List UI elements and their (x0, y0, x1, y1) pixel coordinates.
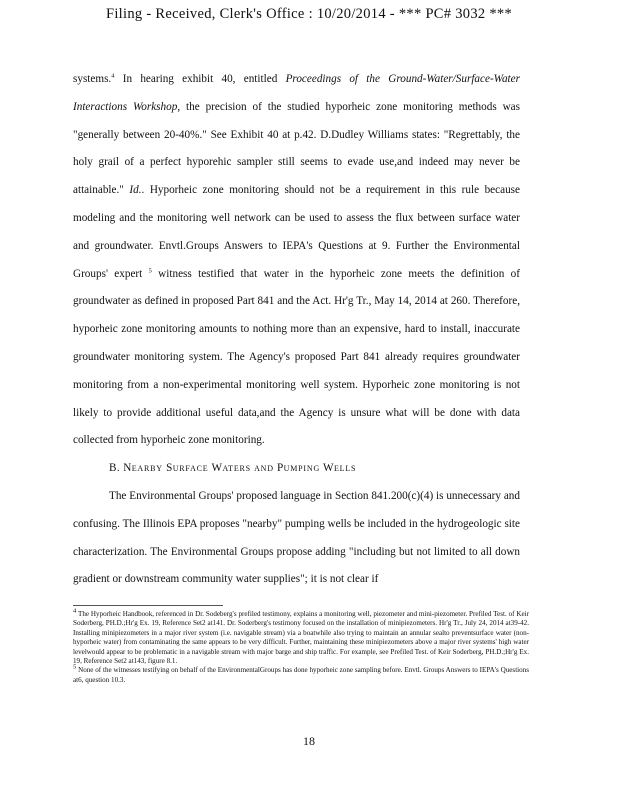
paragraph-hyporheic (73, 66, 520, 455)
footnotes (73, 607, 529, 685)
text-segment: . Hyporheic zone monitoring should not be a requirement in this rule because modeling and the monitoring well network can be used to assess the flux between surface water and groundwater. Envtl.Groups Answers to IEPA's Questions at 9. Further the Environmental Groups' expert (73, 184, 520, 280)
footnote-ref-5[interactable]: 5 (148, 266, 152, 274)
page-number: 18 (303, 734, 315, 748)
footnote-separator (73, 605, 223, 606)
paragraph-nearby-waters: The Environmental Groups' proposed language in Section 841.200(c)(4) is unnecessary and confusing. The Illinois EPA proposes "nearby" pumping wells be included in the hydrogeologic site characterization. The Environmental Groups propose adding "including but not limited to all down gradient or downstream community water supplies"; it is not clear if (73, 489, 520, 586)
id-citation: Id. (129, 184, 142, 197)
text-segment: In hearing exhibit 40, entitled (114, 73, 286, 85)
workshop-title: Proceedings of the Ground-Water/Surface-Water Interactions Workshop (73, 73, 520, 113)
footnote-5 (73, 666, 529, 685)
footnote-mark: 4 (73, 607, 77, 615)
main-body (73, 66, 520, 594)
filing-header: Filing - Received, Clerk's Office : 10/20/2014 - *** PC# 3032 *** (105, 6, 513, 22)
text-segment: , the precision of the studied hyporheic zone monitoring methods was "generally between 20-40%." See Exhibit 40 at p.42. D.Dudley Williams states: "Regrettably, the holy grail of a perfect hyporehic sampler still seems to evade use,and indeed may never be attainable." (73, 100, 520, 197)
text-segment: systems. (73, 73, 112, 85)
footnote-text: None of the witnesses testifying on behalf of the EnvironmentalGroups has done hyporheic zone sampling before. Envtl. Groups Answers to IEPA's Questions at6, question 10.3. (73, 666, 529, 684)
text-segment: witness testified that water in the hyporheic zone meets the definition of groundwater as defined in proposed Part 841 and the Act. Hr'g Tr., May 14, 2014 at 260. Therefore, hyporheic zone monitoring amounts to nothing more than an expensive, hard to install, inaccurate groundwater monitoring system. The Agency's proposed Part 841 already requires groundwater monitoring from a non-experimental monitoring well system. Hyporheic zone monitoring is not likely to provide additional useful data,and the Agency is unsure what will be done with data collected from hyporheic zone monitoring. (73, 267, 520, 447)
footnote-4 (73, 607, 529, 666)
footnote-mark: 5 (73, 664, 77, 672)
section-heading: B. NEARBY SURFACE WATERS AND PUMPING WELLS (109, 462, 357, 475)
footnote-text: The Hyporheic Handbook, referenced in Dr. Sodeberg's prefiled testimony, explains a monitoring well, piezometer and mini-piezometer. Prefiled Test. of Keir Soderberg, PH.D.;Hr'g Ex. 19, Reference Set2 at141. Dr. Soderberg's testimony focused on the installation of minipiezometers. Hr'g Tr., July 24, 2014 at39-42. Installing minipiezometers in a major river system (i.e. navigable stream) via a boatwhile also trying to maintain an annular sealto preventsurface water (non-hyporheic water) from contaminating the same appears to be very difficult. Further, maintaining these minipiezometers above a major river systems' high water levelwould appear to be problematic in a navigable stream with major barge and ship traffic. For example, see Prefiled Test. of Keir Soderberg, PH.D.;Hr'g Ex. 19, Reference Set2 at143, figure 8.1. (73, 610, 529, 666)
footnote-ref-4[interactable]: 4 (111, 72, 115, 80)
